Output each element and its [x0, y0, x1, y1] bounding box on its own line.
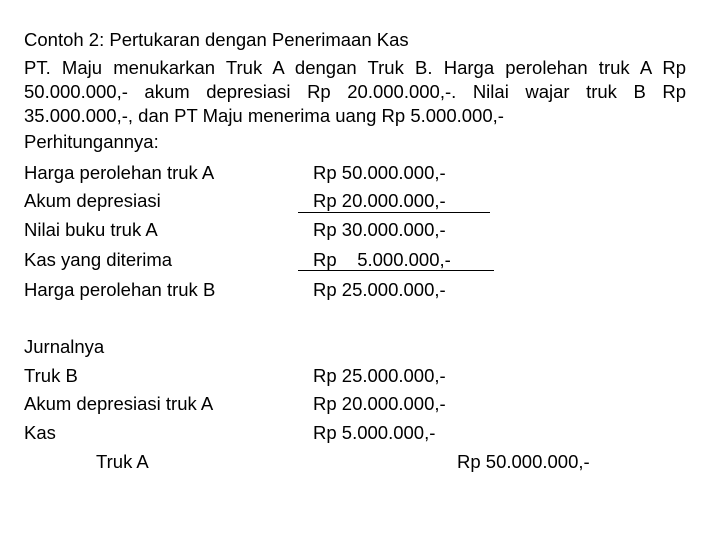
journal-account: Truk B: [24, 365, 78, 386]
title: Contoh 2: Pertukaran dengan Penerimaan Kas: [24, 29, 409, 50]
calc-value: Rp 20.000.000,-: [313, 190, 446, 211]
calc-label: Nilai buku truk A: [24, 219, 158, 240]
calc-label: Harga perolehan truk A: [24, 162, 215, 183]
subtotal-rule: [298, 212, 490, 213]
journal-account: Kas: [24, 422, 56, 443]
calc-value: Rp 5.000.000,-: [313, 249, 451, 270]
journal-debit: Rp 5.000.000,-: [313, 422, 436, 443]
calc-label: Kas yang diterima: [24, 249, 173, 270]
journal-credit-account: Truk A: [96, 451, 149, 472]
calc-value: Rp 25.000.000,-: [313, 279, 446, 300]
problem-paragraph: [24, 56, 686, 128]
paragraph-text: PT. Maju menukarkan Truk A dengan Truk B. Harga perolehan truk A Rp 50.000.000,- akum depresiasi Rp 20.000.000,-. Nilai wajar truk B Rp 35.000.000,-, dan PT Maju menerima uang Rp 5.000.000,-: [24, 57, 686, 126]
calc-label: Harga perolehan truk B: [24, 279, 216, 300]
journal-credit-amount: Rp 50.000.000,-: [457, 451, 590, 472]
journal-heading: Jurnalnya: [24, 336, 105, 357]
calc-label: Akum depresiasi: [24, 190, 161, 211]
calc-value: Rp 30.000.000,-: [313, 219, 446, 240]
journal-account: Akum depresiasi truk A: [24, 393, 214, 414]
calculation-heading: Perhitungannya:: [24, 131, 159, 152]
calc-value: Rp 50.000.000,-: [313, 162, 446, 183]
journal-debit: Rp 25.000.000,-: [313, 365, 446, 386]
total-rule: [298, 270, 494, 271]
journal-debit: Rp 20.000.000,-: [313, 393, 446, 414]
